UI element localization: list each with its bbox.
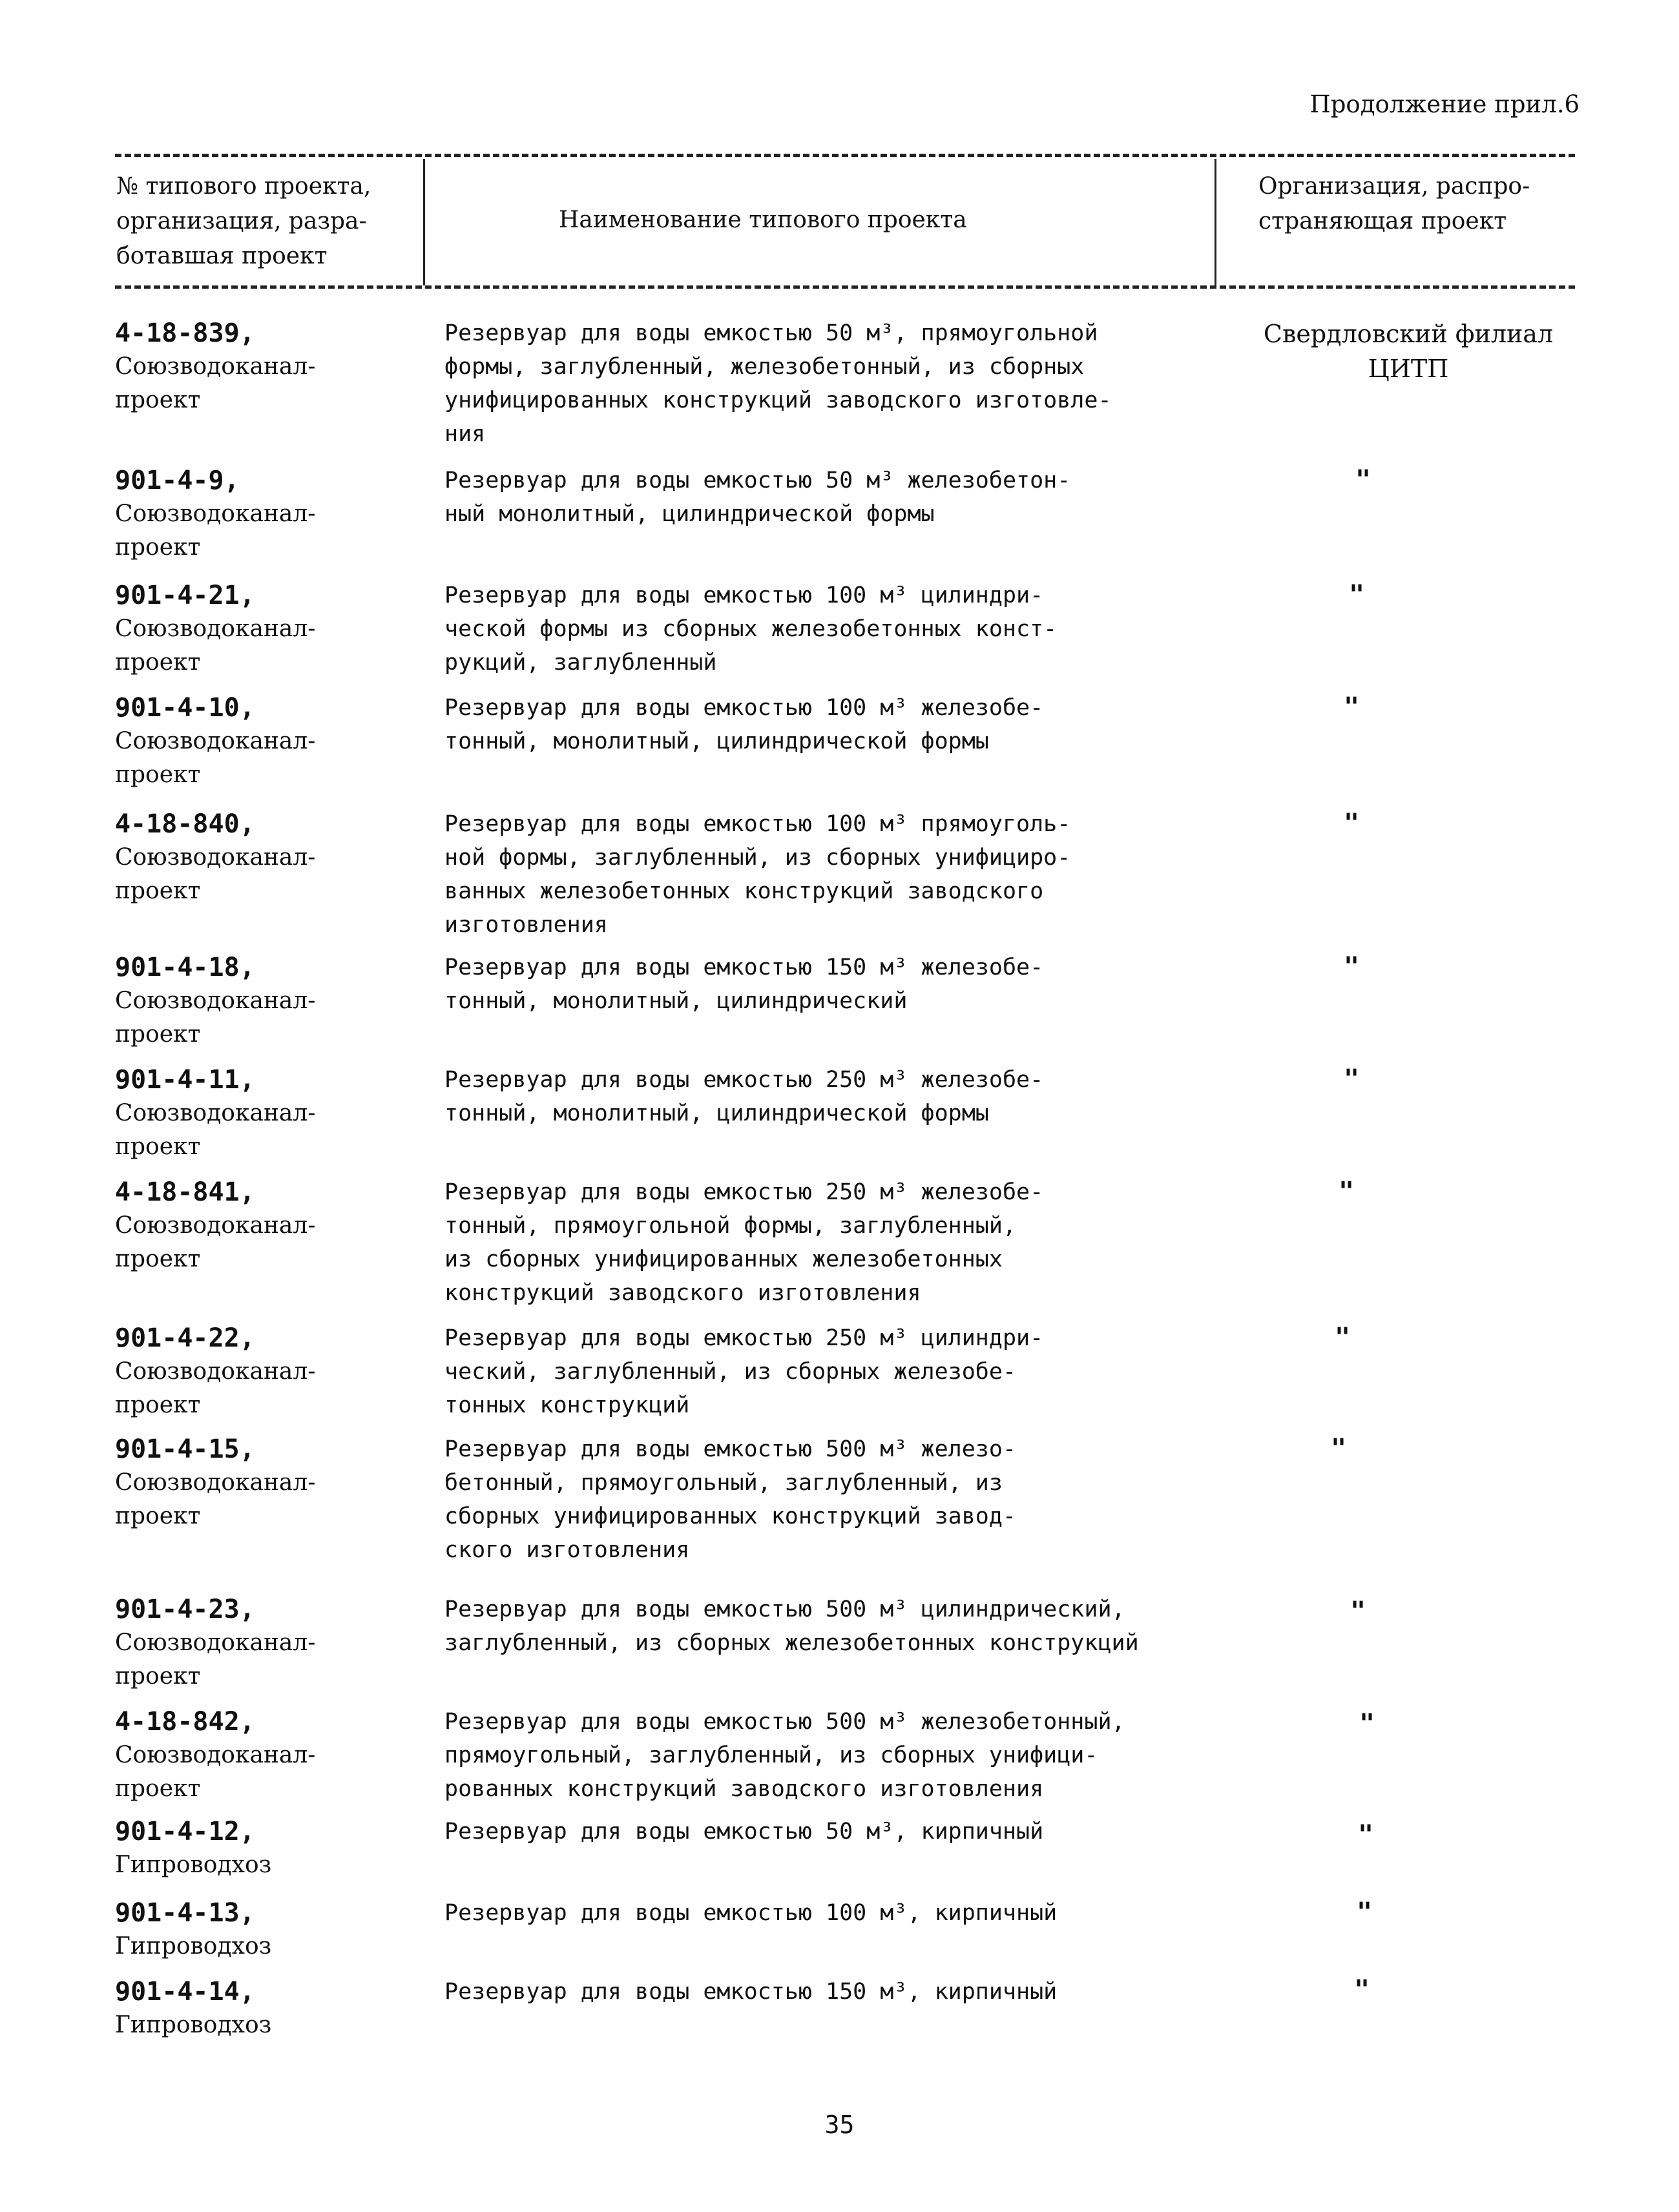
project-name-line: тонный, монолитный, цилиндрической формы: [444, 1101, 989, 1126]
developer-org-line: проект: [115, 761, 201, 788]
header-col-project-name: [559, 203, 967, 238]
header-bottom-rule: [115, 285, 1575, 289]
project-name-line: ческой формы из сборных железобетонных конст-: [444, 616, 1058, 642]
project-name-cell: [444, 1705, 1252, 1806]
developer-org-line: проект: [115, 1392, 201, 1418]
ditto-mark: ": [1344, 692, 1360, 722]
developer-org-line: Союзводоканал-: [115, 1100, 316, 1126]
project-name-line: Резервуар для воды емкостью 250 м³ железобе-: [444, 1067, 1044, 1093]
project-name-line: Резервуар для воды емкостью 100 м³ прямоуголь-: [444, 811, 1071, 837]
project-name-line: ческий, заглубленный, из сборных железобе-: [444, 1359, 1017, 1385]
project-code: 901-4-21,: [115, 581, 255, 610]
ditto-mark: ": [1335, 1323, 1351, 1352]
continuation-label: Продолжение прил.6: [1309, 90, 1580, 118]
project-name-line: заглубленный, из сборных железобетонных конструкций: [444, 1630, 1139, 1656]
project-code: 901-4-23,: [115, 1595, 255, 1624]
project-number-cell: [115, 1815, 425, 1882]
project-code: 901-4-11,: [115, 1065, 255, 1095]
developer-org-line: Союзводоканал-: [115, 987, 316, 1014]
project-number-cell: [115, 1593, 425, 1693]
project-code: 901-4-9,: [115, 466, 240, 495]
ditto-mark: ": [1359, 1709, 1375, 1739]
project-name-line: ный монолитный, цилиндрической формы: [444, 501, 935, 527]
project-name-line: прямоугольный, заглубленный, из сборных унифици-: [444, 1742, 1098, 1768]
project-code: 901-4-13,: [115, 1898, 255, 1928]
header-col1-line: ботавшая проект: [116, 243, 328, 269]
developer-org-line: Союзводоканал-: [115, 1358, 316, 1385]
developer-org-line: проект: [115, 387, 201, 413]
project-code: 901-4-15,: [115, 1434, 255, 1464]
project-number-cell: [115, 1432, 425, 1533]
developer-org-line: Гипроводхоз: [115, 2012, 272, 2038]
project-name-cell: [444, 691, 1252, 758]
project-name-cell: [444, 807, 1252, 942]
project-name-line: Резервуар для воды емкостью 150 м³, кирпичный: [444, 1979, 1058, 2005]
developer-org-line: проект: [115, 649, 201, 676]
project-name-line: бетонный, прямоугольный, заглубленный, из: [444, 1470, 1003, 1496]
developer-org-line: Союзводоканал-: [115, 1469, 316, 1496]
project-number-cell: [115, 691, 425, 792]
project-code: 4-18-840,: [115, 809, 255, 839]
project-number-cell: [115, 807, 425, 908]
project-number-cell: [115, 1321, 425, 1422]
distributor-cell: [1231, 316, 1586, 386]
project-name-line: изготовления: [444, 912, 608, 938]
project-code: 901-4-18,: [115, 953, 255, 982]
project-number-cell: [115, 1975, 425, 2042]
project-name-line: Резервуар для воды емкостью 250 м³ цилиндри-: [444, 1325, 1044, 1351]
project-name-line: Резервуар для воды емкостью 100 м³ цилиндри-: [444, 583, 1044, 608]
project-name-cell: [444, 579, 1252, 679]
developer-org-line: Союзводоканал-: [115, 615, 316, 642]
project-name-line: формы, заглубленный, железобетонный, из сборных: [444, 354, 1085, 380]
ditto-mark: ": [1350, 1597, 1366, 1626]
developer-org-line: проект: [115, 1663, 201, 1690]
project-number-cell: [115, 579, 425, 679]
distributor-line: ЦИТП: [1368, 355, 1449, 383]
developer-org-line: проект: [115, 1246, 201, 1272]
developer-org-line: проект: [115, 1021, 201, 1048]
project-name-line: Резервуар для воды емкостью 100 м³ железобе-: [444, 695, 1044, 721]
project-name-cell: [444, 1175, 1252, 1310]
ditto-mark: ": [1344, 952, 1360, 982]
ditto-mark: ": [1357, 1897, 1373, 1927]
developer-org-line: Союзводоканал-: [115, 501, 316, 527]
ditto-mark: ": [1344, 1064, 1360, 1094]
project-code: 4-18-839,: [115, 318, 255, 348]
project-number-cell: [115, 951, 425, 1051]
project-name-line: Резервуар для воды емкостью 50 м³, кирпичный: [444, 1819, 1044, 1845]
project-name-cell: [444, 1975, 1252, 2009]
ditto-mark: ": [1344, 809, 1360, 838]
project-name-cell: [444, 1321, 1252, 1422]
project-name-cell: [444, 1063, 1252, 1130]
header-col3-line: Организация, распро-: [1258, 173, 1530, 200]
ditto-mark: ": [1349, 580, 1365, 610]
project-name-line: конструкций заводского изготовления: [444, 1280, 921, 1306]
project-name-line: Резервуар для воды емкостью 500 м³ железобетонный,: [444, 1709, 1125, 1735]
project-name-line: Резервуар для воды емкостью 100 м³, кирпичный: [444, 1900, 1058, 1926]
project-name-cell: [444, 1593, 1252, 1660]
ditto-mark: ": [1358, 1820, 1374, 1850]
project-code: 901-4-10,: [115, 693, 255, 723]
header-top-rule: [115, 154, 1575, 157]
developer-org-line: Союзводоканал-: [115, 353, 316, 380]
ditto-mark: ": [1331, 1434, 1347, 1463]
project-name-line: рованных конструкций заводского изготовления: [444, 1776, 1044, 1802]
developer-org-line: Союзводоканал-: [115, 728, 316, 754]
project-name-line: Резервуар для воды емкостью 500 м³ железо-: [444, 1436, 1017, 1462]
developer-org-line: Гипроводхоз: [115, 1852, 272, 1878]
developer-org-line: проект: [115, 534, 201, 561]
developer-org-line: Союзводоканал-: [115, 1742, 316, 1768]
project-name-cell: [444, 951, 1252, 1018]
project-number-cell: [115, 1896, 425, 1963]
ditto-mark: ": [1355, 465, 1371, 495]
project-name-line: Резервуар для воды емкостью 150 м³ железобе-: [444, 955, 1044, 980]
header-col-distributor: [1258, 169, 1530, 239]
project-name-line: Резервуар для воды емкостью 50 м³, прямоугольной: [444, 320, 1098, 346]
project-name-line: унифицированных конструкций заводского изготовле-: [444, 388, 1112, 413]
project-code: 901-4-22,: [115, 1323, 255, 1353]
header-col3-line: страняющая проект: [1258, 208, 1507, 234]
project-name-line: тонных конструкций: [444, 1392, 690, 1418]
project-name-line: тонный, монолитный, цилиндрический: [444, 988, 908, 1014]
project-name-line: ния: [444, 421, 486, 447]
project-name-line: тонный, прямоугольной формы, заглубленный,: [444, 1213, 1017, 1239]
project-name-cell: [444, 316, 1252, 451]
project-name-cell: [444, 1896, 1252, 1930]
project-name-line: тонный, монолитный, цилиндрической формы: [444, 729, 989, 754]
header-col-project-number: [116, 169, 371, 274]
developer-org-line: Союзводоканал-: [115, 1629, 316, 1656]
project-code: 901-4-12,: [115, 1817, 255, 1846]
project-number-cell: [115, 1063, 425, 1164]
project-name-line: из сборных унифицированных железобетонных: [444, 1246, 1003, 1272]
project-name-line: сборных унифицированных конструкций завод-: [444, 1504, 1017, 1529]
project-name-line: Резервуар для воды емкостью 250 м³ железобе-: [444, 1179, 1044, 1205]
developer-org-line: проект: [115, 1503, 201, 1529]
header-col1-line: № типового проекта,: [116, 173, 371, 200]
project-code: 901-4-14,: [115, 1977, 255, 2007]
header-col1-line: организация, разра-: [116, 208, 367, 234]
developer-org-line: проект: [115, 1133, 201, 1160]
project-number-cell: [115, 464, 425, 564]
header-divider-2: [1215, 159, 1216, 285]
ditto-mark: ": [1339, 1177, 1355, 1206]
project-name-cell: [444, 464, 1252, 531]
developer-org-line: Союзводоканал-: [115, 1212, 316, 1239]
header-divider-1: [423, 159, 425, 285]
developer-org-line: Союзводоканал-: [115, 844, 316, 871]
developer-org-line: проект: [115, 878, 201, 904]
project-name-cell: [444, 1815, 1252, 1848]
project-name-line: ванных железобетонных конструкций заводского: [444, 878, 1044, 904]
project-code: 4-18-841,: [115, 1177, 255, 1207]
project-number-cell: [115, 1705, 425, 1806]
developer-org-line: Гипроводхоз: [115, 1933, 272, 1959]
project-name-line: ной формы, заглубленный, из сборных унифициро-: [444, 845, 1071, 871]
distributor-line: Свердловский филиал: [1263, 320, 1554, 348]
header-col2-line: Наименование типового проекта: [559, 207, 967, 233]
project-number-cell: [115, 1175, 425, 1276]
project-name-line: рукций, заглубленный: [444, 650, 717, 676]
project-number-cell: [115, 316, 425, 417]
project-code: 4-18-842,: [115, 1707, 255, 1737]
developer-org-line: проект: [115, 1775, 201, 1802]
project-name-line: Резервуар для воды емкостью 500 м³ цилиндрический,: [444, 1597, 1125, 1622]
project-name-line: ского изготовления: [444, 1537, 690, 1563]
project-name-cell: [444, 1432, 1252, 1567]
ditto-mark: ": [1354, 1975, 1370, 2005]
page-number: 35: [824, 2111, 855, 2139]
project-name-line: Резервуар для воды емкостью 50 м³ железобетон-: [444, 468, 1071, 493]
